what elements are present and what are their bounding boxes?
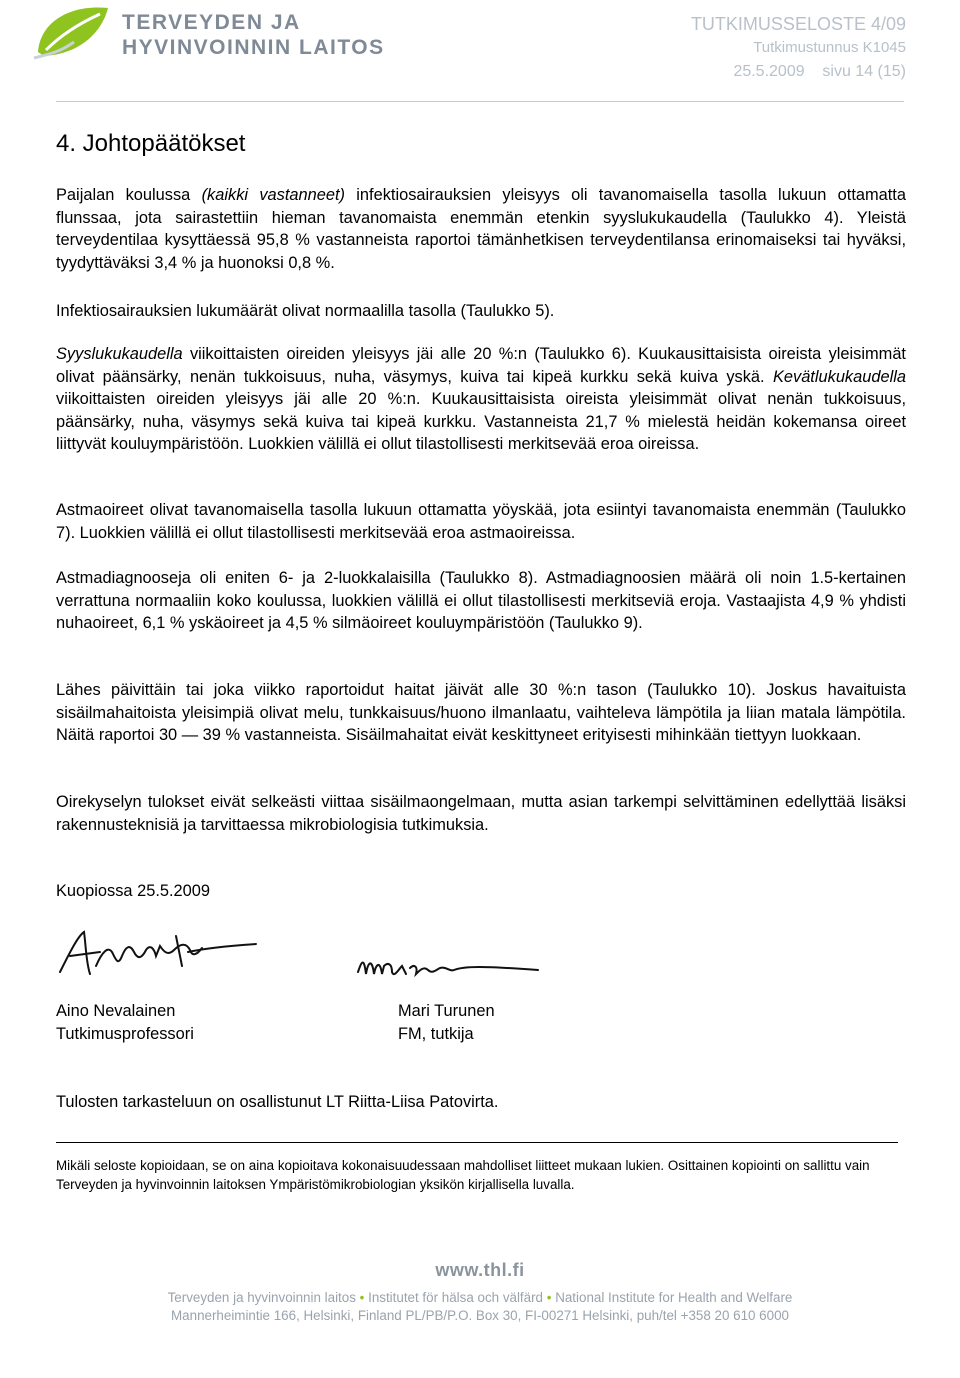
footer-url[interactable]: www.thl.fi — [435, 1260, 525, 1280]
report-type: TUTKIMUSSELOSTE 4/09 — [690, 14, 906, 34]
paragraph-4: Astmaoireet olivat tavanomaisella tasolla lukuun ottamatta yöyskää, jota esiintyi tavanomaista enemmän (Taulukko 7). Luokkien välillä ei ollut tilastollisesti merkitsevää eroa astmaoireissa. — [56, 501, 906, 542]
report-header — [691, 12, 906, 84]
leaf-logo-icon — [30, 2, 116, 62]
paragraph-3: Syyslukukaudella viikoittaisten oireiden yleisyys jäi alle 20 %:n (Taulukko 6). Kuukausittaisista oireista yleisimmät olivat päänsärky, nenän tukkoisuus, nuha, väsymys, kuiva tai kipeä kurkku sekä kuiva yskä. Kevätlukukaudella viikoittaisten oireiden yleisyys jäi alle 20 %:n. Kuukausittaisista oireista yleisimmät olivat nenän tukkoisuus, päänsärky, nuha, väsymys sekä kuiva tai kipeä kurkku. Vastanneista 21,7 % mielestä heidän kokemansa oireet liittyvät kouluympäristöön. Luokkien välillä ei ollut tilastollisesti merkitsevää eroa oireissa. — [56, 345, 906, 454]
paragraph-6: Lähes päivittäin tai joka viikko raportoidut haitat jäivät alle 30 %:n tason (Taulukko 10). Joskus havaituista sisäilmahaitoista yleisimpiä olivat melu, tunkkaisuus/huono ilmanlaatu, vaihteleva lämpötila ja liian matala lämpötila. Näitä raportoi 30 — 39 % vastanneista. Sisäilmahaitat eivät keskittyneet erityisesti mihinkään tiettyyn luokkaan. — [56, 681, 906, 745]
paragraph-2: Infektiosairauksien lukumäärät olivat normaalilla tasolla (Taulukko 5). — [56, 302, 555, 320]
signatory-1 — [56, 1000, 194, 1045]
footer-orgs: Terveyden ja hyvinvoinnin laitos • Institutet för hälsa och välfärd • National Institute for Health and Welfare — [167, 1290, 793, 1305]
logo-wordmark: TERVEYDEN JA HYVINVOINNIN LAITOS — [122, 11, 385, 59]
signatory-title: Tutkimusprofessori — [56, 1024, 194, 1043]
signatory-title: FM, tutkija — [398, 1024, 474, 1043]
signatory-2 — [398, 1000, 495, 1045]
signatory-name: Mari Turunen — [398, 1002, 495, 1020]
copy-note: Mikäli seloste kopioidaan, se on aina kopioitava kokonaisuudessaan mahdolliset liitteet mukaan lukien. Osittainen kopiointi on sallittu vain Terveyden ja hyvinvoinnin laitoksen Ympäristömikrobiologian yksikön kirjallisella luvalla. — [56, 1158, 870, 1192]
date-page: 25.5.2009 sivu 14 (15) — [733, 63, 906, 80]
section-title: 4. Johtopäätökset — [56, 130, 246, 157]
place-date: Kuopiossa 25.5.2009 — [56, 882, 211, 900]
signatory-name: Aino Nevalainen — [56, 1002, 176, 1020]
header-divider — [56, 101, 904, 102]
note-divider — [56, 1142, 898, 1143]
paragraph-7: Oirekyselyn tulokset eivät selkeästi viittaa sisäilmaongelmaan, mutta asian tarkempi selvittäminen edellyttää lisäksi rakennusteknisiä ja tarvittaessa mikrobiologisia tutkimuksia. — [56, 793, 906, 834]
report-id: Tutkimustunnus K1045 — [753, 39, 906, 56]
footer-address: Mannerheimintie 166, Helsinki, Finland PL/PB/P.O. Box 30, FI-00271 Helsinki, puh/tel +358 20 610 6000 — [171, 1308, 789, 1323]
signature-nevalainen — [56, 922, 266, 982]
paragraph-1: Paijalan koulussa (kaikki vastanneet) infektiosairauksien yleisyys oli tavanomaisella tasolla lukuun ottamatta flunssaa, jota sairastettiin hieman tavanomaista enemmän etenkin syyslukukaudella (Taulukko 4). Yleistä terveydentilaa kysyttäessä 95,8 % vastanneista raportoi tämänhetkisen terveydentilansa erinomaiseksi tai hyväksi, tyydyttäväksi 3,4 % ja huonoksi 0,8 %. — [56, 186, 906, 272]
thl-logo — [30, 2, 390, 62]
signature-turunen — [354, 948, 544, 988]
paragraph-5: Astmadiagnooseja oli eniten 6- ja 2-luokkalaisilla (Taulukko 8). Astmadiagnoosien määrä oli noin 1.5-kertainen verrattuna normaaliin koko koulussa, luokkien välillä ei ollut tilastollisesti merkitseviä eroja. Vastaajista 4,9 % yhdisti nuhaoireet, 6,1 % yskäoireet ja 4,5 % silmäoireet kouluympäristöön (Taulukko 9). — [56, 569, 906, 633]
participant-note: Tulosten tarkasteluun on osallistunut LT Riitta-Liisa Patovirta. — [56, 1093, 499, 1111]
